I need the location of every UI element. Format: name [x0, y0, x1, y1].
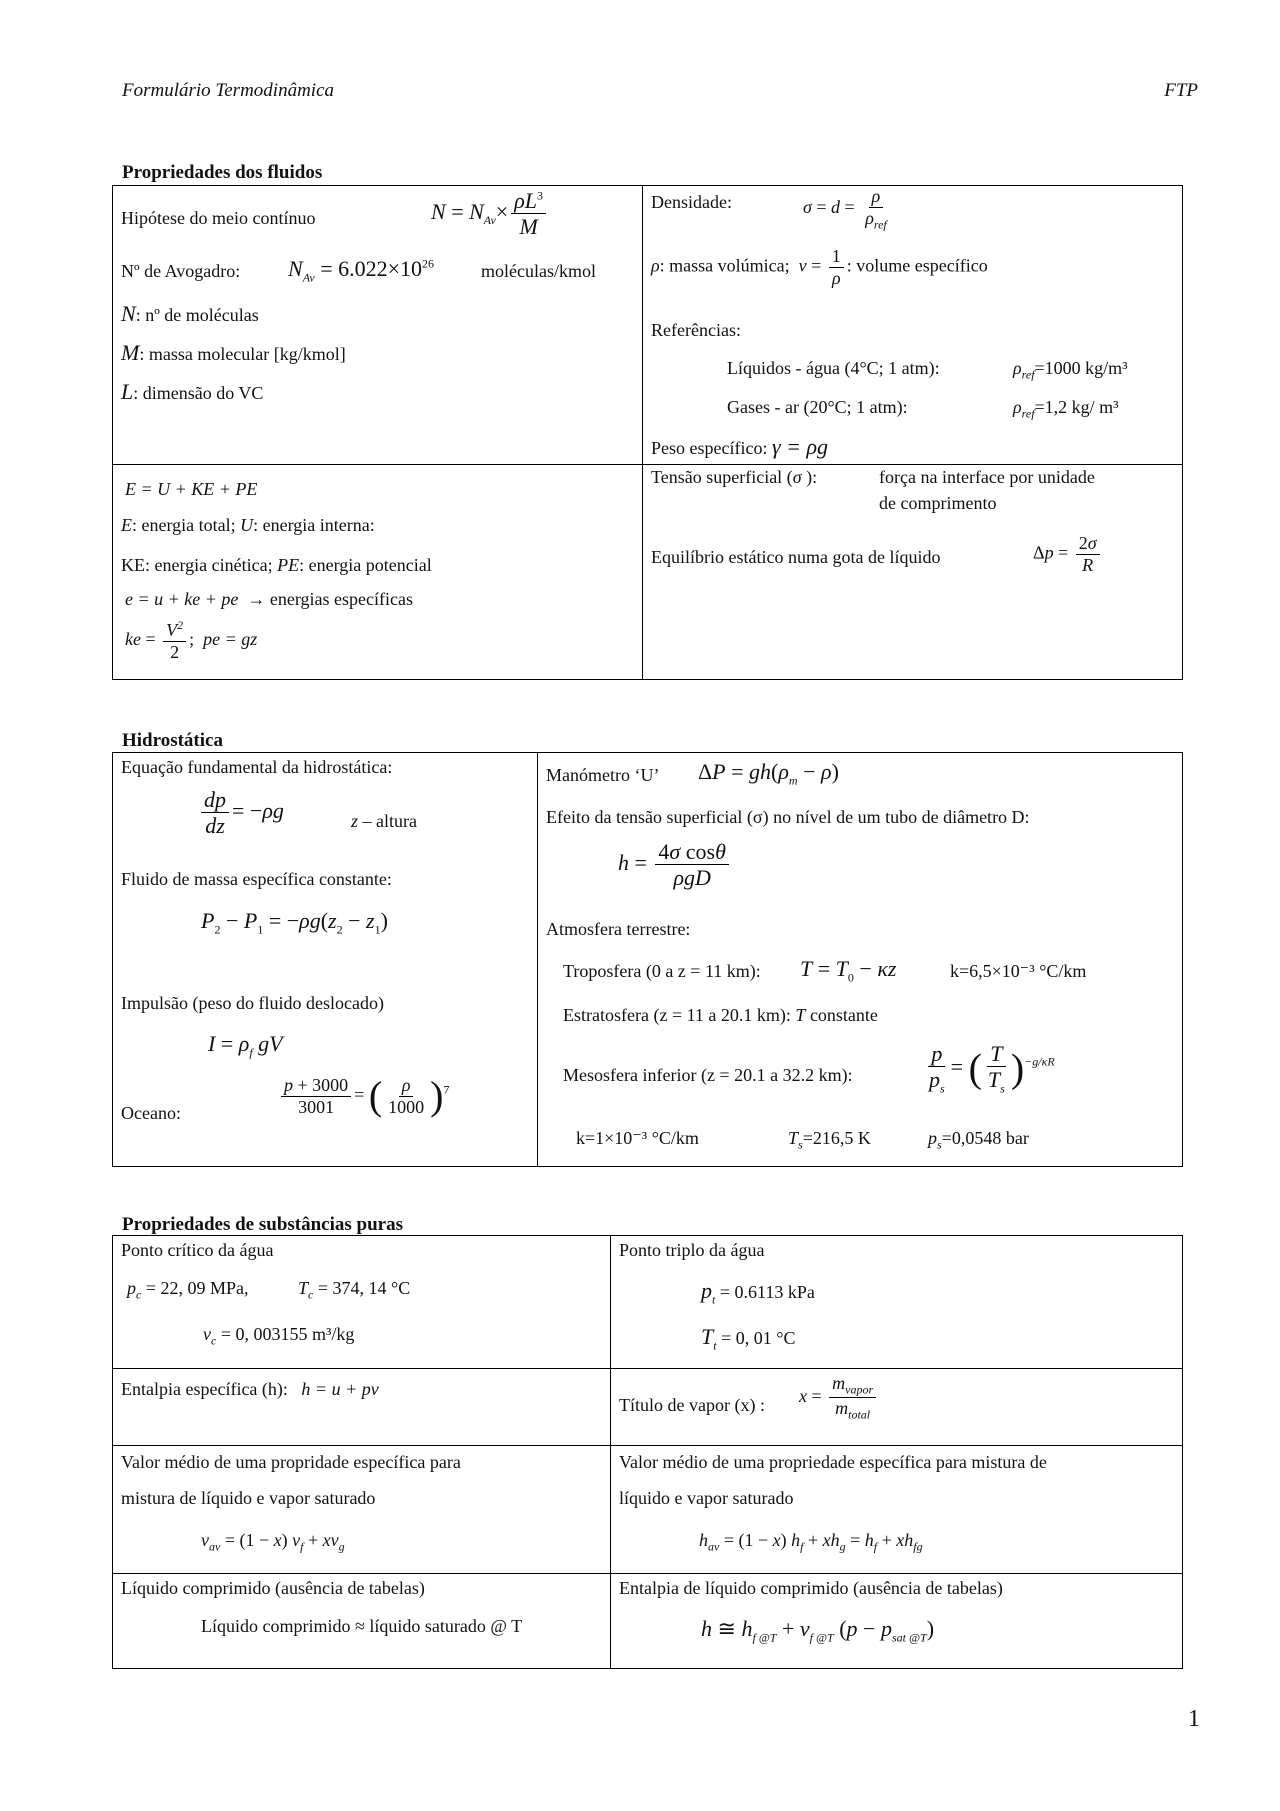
avg-h-formula: $h_{av} = (1 - x) h_f + xh_g = h_f + xh_{fg}$ — [699, 1530, 923, 1554]
pure-substances-table — [112, 1235, 1183, 1669]
specific-weight: Peso específico: γ = ρg — [651, 434, 829, 459]
tube-label: Efeito da tensão superficial (σ) no nível de um tubo de diâmetro D: — [546, 807, 1030, 827]
compressed-label: Líquido comprimido (ausência de tabelas) — [121, 1578, 425, 1598]
avogadro-unit: moléculas/kmol — [481, 261, 596, 281]
energy-desc-1: E: energia total; U: energia interna: — [121, 515, 375, 535]
energy-cell — [113, 465, 643, 680]
ocean-formula: $\frac{p + 3000}{3001}$ = ( $\frac{\rho}{1000}$ )$^7$ — [278, 1075, 449, 1117]
avg-h-label-2: líquido e vapor saturado — [619, 1488, 794, 1508]
header-tag: FTP — [1164, 80, 1198, 101]
critical-point-cell — [113, 1236, 611, 1369]
troposphere-label: Troposfera (0 a z = 11 km): — [563, 961, 761, 981]
fundamental-label: Equação fundamental da hidrostática: — [121, 757, 393, 777]
constant-density-label: Fluido de massa específica constante: — [121, 869, 392, 889]
atmosphere-label: Atmosfera terrestre: — [546, 919, 691, 939]
quality-cell — [611, 1369, 1183, 1446]
buoyancy-formula: $I = \rho_f$ gV — [208, 1031, 283, 1060]
avogadro-formula: $N_{Av} = 6.022\times 10^{26}$ — [288, 256, 435, 285]
avg-v-label-1: Valor médio de uma propridade específica para — [121, 1452, 461, 1472]
continuum-formula: $N = N_{Av}\times$ $\frac{\rho L^3}{M}$ — [431, 188, 549, 240]
ref-gas-label: Gases - ar (20°C; 1 atm): — [727, 397, 908, 417]
triple-pressure: $p_t = 0.6113$ kPa — [701, 1278, 815, 1307]
hydro-left-cell — [113, 753, 538, 1167]
density-cell — [643, 186, 1183, 465]
fundamental-formula: $\frac{dp}{dz}$ = −ρg — [198, 787, 284, 839]
compressed-cell — [113, 1574, 611, 1669]
section-title-pure: Propriedades de substâncias puras — [122, 1214, 404, 1235]
quality-formula: x = $\frac{m_{vapor}}{m_{total}}$ — [799, 1373, 879, 1423]
avg-h-cell — [611, 1446, 1183, 1574]
density-formula: σ = d = $\frac{\rho}{\rho_{ref}}$ — [803, 186, 887, 232]
drop-formula: Δp = $\frac{2\sigma}{R}$ — [1033, 533, 1103, 575]
buoyancy-label: Impulsão (peso do fluido deslocado) — [121, 993, 384, 1013]
critical-pressure: $p_c = 22$, 09 MPa, — [127, 1278, 249, 1302]
ref-liquid-label: Líquidos - água (4°C; 1 atm): — [727, 358, 940, 378]
mesosphere-ts: $T_s=216,5$ K — [788, 1128, 871, 1152]
mesosphere-label: Mesosfera inferior (z = 20.1 a 32.2 km): — [563, 1065, 853, 1085]
compressed-enthalpy-label: Entalpia de líquido comprimido (ausência de tabelas) — [619, 1578, 1003, 1598]
triple-point-cell — [611, 1236, 1183, 1369]
page-number: 1 — [1188, 1706, 1200, 1732]
continuum-cell — [113, 186, 643, 465]
ke-pe-formula: ke = $\frac{V^2}{2}$ ; pe = gz — [125, 618, 258, 662]
tube-formula: h = $\frac{\text{4σ cosθ}}{\text{ρgD}}$ — [618, 839, 732, 891]
n-definition: N: nº de moléculas — [121, 301, 259, 326]
quality-label: Título de vapor (x) : — [619, 1395, 765, 1415]
mesosphere-k: k=1×10⁻³ °C/km — [576, 1128, 699, 1148]
energy-equation: E = U + KE + PE — [125, 479, 258, 499]
critical-volume: $v_c = 0$, 003155 m³/kg — [203, 1324, 355, 1348]
tension-desc-2: de comprimento — [879, 493, 997, 513]
ocean-label: Oceano: — [121, 1103, 181, 1123]
section-title-hydro: Hidrostática — [122, 730, 223, 751]
ref-gas-value: $\rho_{ref}=1,2$ kg/ m³ — [1013, 397, 1119, 421]
hydro-table — [112, 752, 1183, 1167]
avogadro-label: Nº de Avogadro: — [121, 261, 241, 281]
rho-v-definition: ρ: massa volúmica; v = $\frac{1}{\rho}$ : volume específico — [651, 246, 988, 288]
compressed-enthalpy-formula: h ≅ $h_{f @T} + v_{f @T}$ $(p - p_{sat @T})$ — [701, 1616, 935, 1645]
z-altitude: z – altura — [351, 811, 417, 831]
mesosphere-formula: $\frac{p}{p_s}$ = ( $\frac{T}{T_s}$ )$^{-g/\kappa R}$ — [929, 1041, 1055, 1096]
critical-temperature: $T_c = 374$, 14 °C — [298, 1278, 411, 1302]
tension-desc-1: força na interface por unidade — [879, 467, 1095, 487]
constant-density-formula: $P_2 - P_1 = -\rho g(z_2 - z_1)$ — [201, 908, 388, 937]
troposphere-k: k=6,5×10⁻³ °C/km — [950, 961, 1087, 981]
header-title: Formulário Termodinâmica — [122, 80, 335, 101]
density-label: Densidade: — [651, 192, 732, 212]
avg-v-cell — [113, 1446, 611, 1574]
enthalpy-cell — [113, 1369, 611, 1446]
triple-temperature: $T_t = 0$, 01 °C — [701, 1324, 796, 1353]
compressed-approx: Líquido comprimido ≈ líquido saturado @ T — [201, 1616, 523, 1636]
ref-liquid-value: $\rho_{ref}=1000$ kg/m³ — [1013, 358, 1128, 382]
references-label: Referências: — [651, 320, 741, 340]
troposphere-formula: $T = T_0 - \kappa z$ — [800, 956, 897, 985]
mesosphere-ps: $p_s=0,0548$ bar — [928, 1128, 1029, 1152]
fluids-table — [112, 185, 1183, 680]
enthalpy-label: Entalpia específica (h): h = u + pv — [121, 1379, 379, 1399]
continuum-label: Hipótese do meio contínuo — [121, 208, 316, 228]
specific-energy: e = u + ke + pe → energias específicas — [125, 589, 414, 609]
triple-point-label: Ponto triplo da água — [619, 1240, 765, 1260]
section-title-fluids: Propriedades dos fluidos — [122, 162, 323, 183]
critical-point-label: Ponto crítico da água — [121, 1240, 274, 1260]
m-definition: M: massa molecular [kg/kmol] — [121, 340, 346, 365]
avg-v-label-2: mistura de líquido e vapor saturado — [121, 1488, 376, 1508]
manometer-formula: $\Delta P = gh(\rho_m - \rho)$ — [698, 759, 839, 788]
tension-cell — [643, 465, 1183, 680]
tension-label: Tensão superficial (σ ): — [651, 467, 818, 487]
stratosphere-label: Estratosfera (z = 11 a 20.1 km): T constante — [563, 1005, 878, 1025]
l-definition: L: dimensão do VC — [121, 379, 264, 404]
drop-label: Equilíbrio estático numa gota de líquido — [651, 547, 941, 567]
energy-desc-2: KE: energia cinética; PE: energia potencial — [121, 555, 432, 575]
avg-h-label-1: Valor médio de uma propriedade específica para mistura de — [619, 1452, 1047, 1472]
avg-v-formula: $v_{av} = (1 - x) v_f + xv_g$ — [201, 1530, 345, 1554]
compressed-enthalpy-cell — [611, 1574, 1183, 1669]
manometer-label: Manómetro ‘U’ — [546, 765, 660, 785]
hydro-right-cell — [538, 753, 1183, 1167]
